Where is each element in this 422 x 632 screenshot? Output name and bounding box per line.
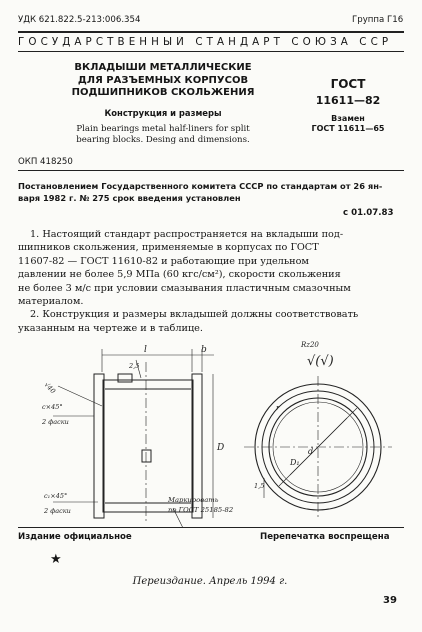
replaces-label: Взамен (331, 114, 365, 123)
title-line-3: ПОДШИПНИКОВ СКОЛЬЖЕНИЯ (71, 87, 255, 98)
replaces-value: ГОСТ 11611—65 (311, 124, 385, 133)
liner-body (103, 380, 193, 512)
dim-D-label: D (217, 443, 225, 453)
okp-rule (18, 170, 404, 171)
english-title-2: bearing blocks. Desing and dimensions. (76, 134, 250, 145)
p1-line-2: шипников скольжения, применяемые в корпусах по ГОСТ (18, 242, 319, 254)
marking-note-2: по ГОСТ 25185-82 (168, 506, 234, 514)
p1-line-1: 1. Настоящий стандарт распространяется на вкладыши под- (30, 229, 344, 240)
dim-d-label: d (308, 447, 314, 456)
p1-line-4: давлении не более 5,9 МПа (60 кгс/см²), скорости скольжения (18, 269, 341, 281)
leader-roughness-label: √40 (42, 380, 58, 396)
udk-code: УДК 621.822.5-213:006.354 (18, 15, 141, 25)
english-title-1: Plain bearings metal half-liners for split (76, 123, 250, 134)
title-line-2: ДЛЯ РАЗЪЕМНЫХ КОРПУСОВ (77, 74, 249, 86)
p2-line-1: 2. Конструкция и размеры вкладышей должны соответствовать (30, 309, 359, 321)
gost-number: 11611—82 (315, 94, 381, 107)
chamfer-note-2: 2 фаски (44, 507, 71, 515)
roughness-general: √(√) (307, 354, 334, 369)
reprint-notice: Перепечатка воспрещена (260, 532, 390, 542)
header-rule-bottom (18, 51, 404, 52)
header-rule-top (18, 31, 404, 33)
group-code: Группа Г16 (352, 15, 404, 25)
title-block (48, 62, 278, 146)
decree-line-2: варя 1982 г. № 275 срок введения установлен (18, 193, 241, 203)
marking-note-1: Маркировать (168, 496, 219, 504)
angle-note-1: c×45° (42, 403, 63, 411)
paragraph-1 (18, 228, 390, 335)
reissue-note: Переиздание. Апрель 1994 г. (132, 576, 288, 587)
oil-hole (142, 450, 151, 462)
gost-label: ГОСТ (330, 77, 366, 91)
dim-2-5-label: 2,5 (129, 362, 140, 370)
p1-line-6: материалом. (18, 296, 84, 308)
star-mark: ★ (50, 552, 62, 567)
dim-1-5-label: 1,5 (254, 482, 265, 490)
p2-line-2: указанным на чертеже и в таблице. (18, 322, 203, 334)
footer-rule (18, 527, 404, 528)
okp-code: ОКП 418250 (18, 157, 73, 167)
decree-date: с 01.07.83 (343, 208, 394, 218)
title-line-1: ВКЛАДЫШИ МЕТАЛЛИЧЕСКИЕ (74, 62, 252, 73)
official-edition: Издание официальное (18, 532, 132, 542)
p1-line-3: 11607-82 — ГОСТ 11610-82 и работающие при удельном (18, 255, 309, 267)
leader-roughness (58, 386, 102, 406)
angle-note-2: c₁×45° (44, 492, 68, 500)
notch-2-5 (118, 374, 132, 382)
dim-r-label: r (276, 404, 280, 412)
chamfer-note-1: 2 фаски (42, 418, 69, 426)
standard-banner: ГОСУДАРСТВЕННЫЙ СТАНДАРТ СОЮЗА ССР (18, 36, 393, 48)
p1-line-5: не более 3 м/с при условии смазывания пластичным смазочным (18, 282, 351, 294)
dim-l-label: l (144, 345, 147, 355)
decree-line-1: Постановлением Государственного комитета СССР по стандартам от 26 ян- (18, 181, 383, 191)
page-number: 39 (383, 595, 397, 606)
gost-block (298, 77, 398, 134)
roughness-main: Rz20 (301, 341, 319, 349)
dim-D1-label: D₁ (290, 458, 300, 467)
dim-b-label: b (201, 345, 207, 355)
subtitle: Конструкция и размеры (104, 107, 222, 118)
bearing-liner-drawing (18, 338, 408, 528)
